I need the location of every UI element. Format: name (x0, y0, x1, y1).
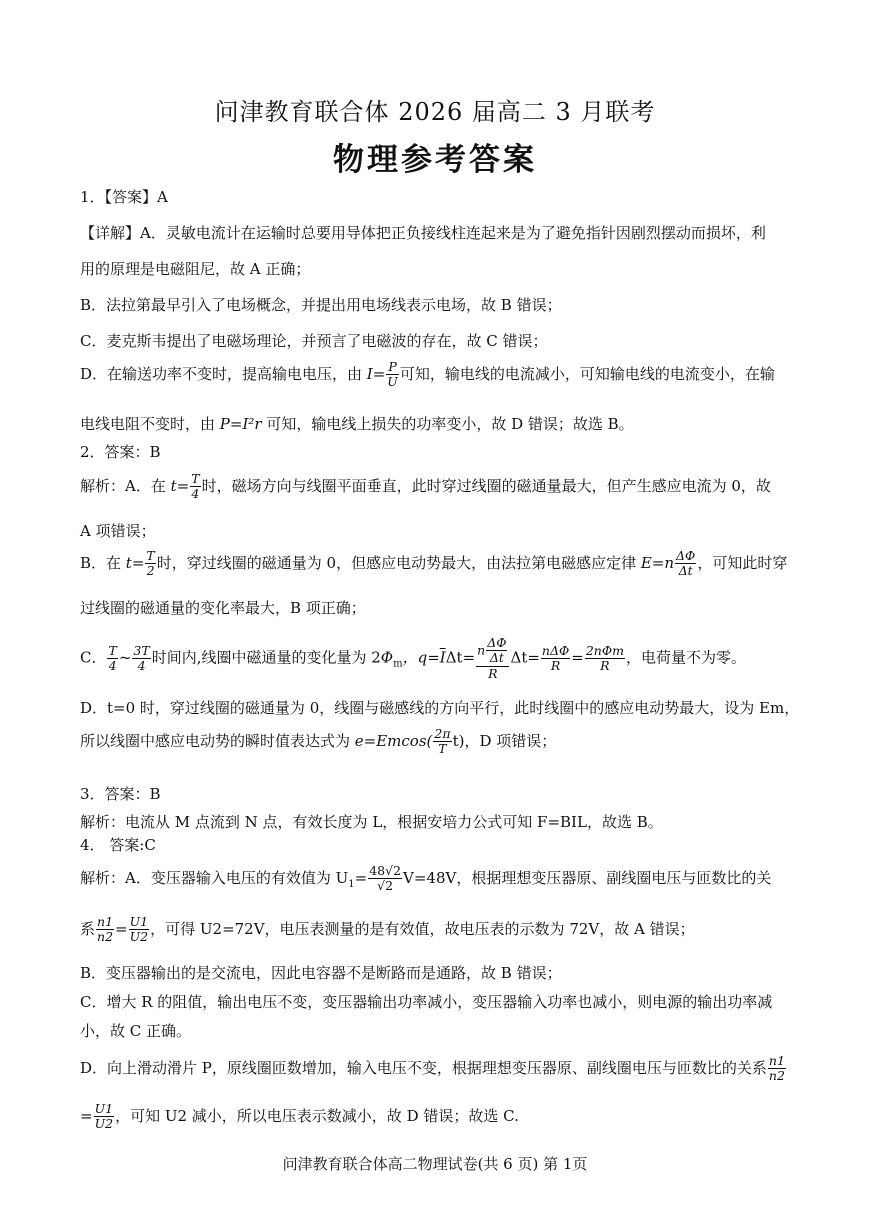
q2-c-inner-num: ΔΦ (487, 635, 507, 650)
q1-b: B．法拉第最早引入了电场概念，并提出用电场线表示电场，故 B 错误； (80, 296, 562, 314)
q4-a-line2 (80, 915, 795, 945)
q2-c-frac2 (132, 644, 150, 674)
q2-c-post: ，电荷量不为零。 (625, 648, 746, 667)
q2-d-fraction (433, 727, 451, 757)
q2-c-phi: Φ (380, 648, 394, 667)
q2-b-pre: B．在 (80, 553, 126, 572)
q2-c-eq: = (571, 648, 584, 667)
q2-c-ibar: $\overline{I}$ (439, 648, 446, 667)
q4-d2-post: ，可知 U2 减小，所以电压表示数减小，故 D 错误；故选 C. (115, 1106, 519, 1125)
q2-b-num: T (146, 548, 155, 563)
q2-d-e: e=Emcos( (354, 731, 433, 750)
q1-d-fraction (386, 360, 399, 390)
q4-a-den: √2 (377, 878, 394, 894)
q2-c-pre: C． (80, 648, 107, 667)
q1-d-line2 (80, 413, 795, 434)
q4-c-line2: 小，故 C 正确。 (80, 1022, 192, 1040)
q2-c-inner-den: Δt (489, 650, 504, 666)
q2-c-bigfrac (476, 636, 509, 681)
q2-d-line1: D．t=0 时，穿过线圈的磁通量为 0，线圈与磁感线的方向平行，此时线圈中的感应电动势最大，设为 Em， (80, 699, 800, 717)
q2-a-post: 时，磁场方向与线圈平面垂直，此时穿过线圈的磁通量最大，但产生感应电流为 0，故 (201, 476, 771, 495)
q2-c-d1: 4 (108, 658, 117, 674)
q1-d-formula: I= (366, 364, 386, 383)
q2-c-dt2: Δt= (510, 648, 540, 667)
q2-c-n2: 3T (133, 642, 150, 658)
q2-c-line (80, 636, 795, 681)
q4-a2-eq: = (115, 919, 128, 938)
q1-d2-pre: 电线电阻不变时，由 (80, 415, 220, 433)
q2-c-f2-den: R (550, 658, 561, 674)
q2-c-bigden: R (488, 665, 498, 681)
q2-c-bignum-n: n (477, 642, 486, 658)
q4-a2-u-num: U1 (129, 914, 149, 929)
q2-c-bignum (476, 636, 509, 667)
q2-b-efraction (675, 549, 696, 579)
q4-a-post: V=48V，根据理想变压器原、副线圈电压与匝数比的关 (403, 868, 772, 887)
q4-c-line1: C．增大 R 的阻值，输出电压不变，变压器输出功率减小，变压器输入功率也减小，则电源的输出功率减 (80, 993, 773, 1011)
q2-d-den: T (438, 741, 447, 757)
q4-head: 4． 答案:C (80, 836, 156, 854)
q4-d-n-den: n2 (768, 1068, 785, 1084)
q2-d-line2 (80, 727, 795, 757)
q2-b-mid: 时，穿过线圈的磁通量为 0，但感应电动势最大，由法拉第电磁感应定律 (156, 553, 641, 572)
q2-c-mid: 时间内,线圈中磁通量的变化量为 2 (151, 648, 381, 667)
exam-title: 问津教育联合体 2026 届高二 3 月联考 (214, 98, 656, 126)
q4-d2-ufrac (94, 1102, 115, 1132)
q4-a2-pre: 系 (80, 919, 96, 938)
q2-d-num: 2π (434, 726, 451, 741)
q2-b-post: ，可知此时穿 (697, 553, 788, 572)
q4-d2-eq: = (80, 1106, 93, 1125)
q1-c: C．麦克斯韦提出了电磁场理论，并预言了电磁波的存在，故 C 错误； (80, 332, 548, 350)
q2-head: 2．答案：B (80, 443, 161, 461)
q3-head: 3．答案：B (80, 785, 161, 803)
q2-b-eden: Δt (678, 563, 693, 579)
q4-d-nfrac (768, 1054, 786, 1084)
q1-d2-post: 可知，输电线上损失的功率变小，故 D 错误；故选 B。 (261, 415, 634, 433)
q4-a-eq: = (354, 868, 368, 887)
q2-b-den: 2 (146, 563, 155, 579)
q2-c-dt: Δt= (445, 648, 476, 667)
q1-d-num: P (386, 360, 399, 375)
q1-d-post: 可知，输电线的电流减小，可知输电线的电流变小，在输 (399, 364, 775, 383)
q4-a2-n-num: n1 (97, 914, 114, 929)
q4-a-fraction (368, 864, 402, 894)
q4-d-pre: D．向上滑动滑片 P，原线圈匝数增加，输入电压不变，根据理想变压器原、副线圈电压与匝数比的关系 (80, 1058, 767, 1077)
q2-c-innerfrac (486, 636, 507, 666)
q4-a2-u-den: U2 (129, 929, 149, 945)
q1-d-den: U (387, 374, 398, 390)
q2-c-f2-num: nΔΦ (541, 642, 570, 658)
q2-c-f3-den: R (600, 658, 610, 674)
q2-b-line2: 过线圈的磁通量的变化率最大，B 项正确； (80, 599, 366, 617)
q2-a-line1 (80, 472, 795, 502)
q2-b-enum: ΔΦ (676, 548, 696, 563)
q4-d2-u-den: U2 (94, 1116, 114, 1132)
q4-d-n-num: n1 (768, 1053, 785, 1068)
q2-d-post: t)，D 项错误； (452, 731, 557, 750)
q4-a2-nfrac (96, 915, 114, 945)
q3-body: 解析：电流从 M 点流到 N 点，有效长度为 L，根据安培力公式可知 F=BIL，故选 B。 (80, 813, 663, 831)
q2-c-tilde: ~ (118, 648, 132, 667)
q2-c-frac4 (585, 644, 625, 674)
page-footer: 问津教育联合体高二物理试卷(共 6 页) 第 1页 (282, 1155, 588, 1173)
q2-b-fraction (145, 549, 155, 579)
q4-a2-n-den: n2 (97, 929, 114, 945)
q2-b-line1 (80, 549, 795, 579)
q4-a-pre: 解析：A．变压器输入电压的有效值为 U (80, 868, 349, 887)
q2-c-m: m (393, 658, 403, 670)
q2-a-den: 4 (191, 486, 200, 502)
q2-c-frac3 (541, 644, 570, 674)
q1-d2-formula: P=I²r (219, 415, 262, 433)
q4-a-line1 (80, 864, 795, 894)
q1-head: 1．【答案】A (80, 188, 168, 206)
q4-b: B．变压器输出的是交流电，因此电容器不是断路而是通路，故 B 错误； (80, 964, 562, 982)
q4-d-line1 (80, 1054, 795, 1084)
q2-a-fraction (190, 472, 200, 502)
q1-a-line1: 【详解】A．灵敏电流计在运输时总要用导体把正负接线柱连起来是为了避免指针因剧烈摆动而损坏，利 (80, 224, 766, 242)
q4-a2-post: ，可得 U2=72V，电压表测量的是有效值，故电压表的示数为 72V，故 A 错误； (150, 919, 695, 938)
q2-c-n1: T (108, 642, 117, 658)
q2-d-pre: 所以线圈中感应电动势的瞬时值表达式为 (80, 731, 355, 750)
q2-c-frac1 (107, 644, 117, 674)
q4-d-line2 (80, 1102, 795, 1132)
q4-a2-ufrac (129, 915, 150, 945)
q2-c-q: ，q= (402, 648, 440, 667)
q2-a-line2: A 项错误； (80, 522, 156, 540)
q4-d2-u-num: U1 (94, 1101, 114, 1116)
q2-a-num: T (191, 471, 200, 486)
q4-a-sub1: 1 (348, 878, 355, 890)
q1-a-line2: 用的原理是电磁阻尼，故 A 正确； (80, 260, 311, 278)
q1-d-pre: D．在输送功率不变时，提高输电电压，由 (80, 364, 367, 383)
q2-a-t: t= (170, 476, 190, 495)
answer-title: 物理参考答案 (333, 142, 537, 178)
q2-b-e: E=n (640, 553, 675, 572)
q4-a-num: 48√2 (369, 863, 402, 878)
q2-c-d2: 4 (137, 658, 146, 674)
q2-b-t: t= (125, 553, 145, 572)
q1-d-line1 (80, 360, 795, 390)
q2-a-pre: 解析：A．在 (80, 476, 171, 495)
q2-c-f3-num: 2nΦm (585, 642, 624, 658)
